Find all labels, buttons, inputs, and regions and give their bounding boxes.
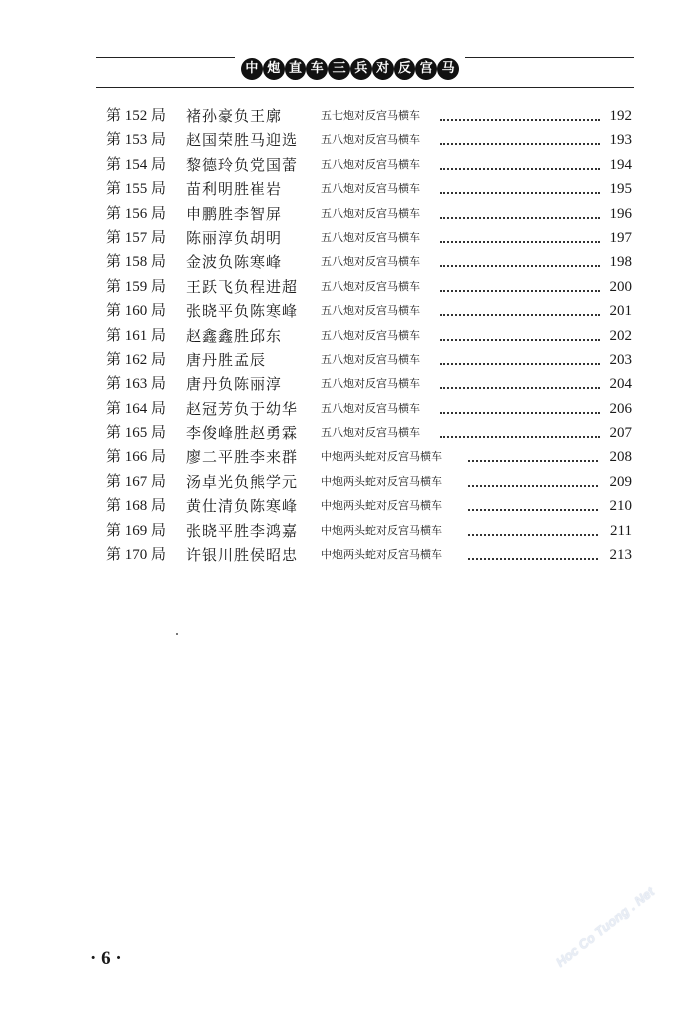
game-number: 第 163 局 bbox=[106, 376, 167, 393]
game-number: 第 169 局 bbox=[106, 522, 167, 539]
opening-name: 五八炮对反宫马横车 bbox=[321, 328, 420, 342]
dot-leader bbox=[440, 436, 600, 438]
game-number: 第 165 局 bbox=[106, 425, 167, 442]
header-title-char: 车 bbox=[306, 58, 328, 80]
toc-entry bbox=[0, 494, 700, 518]
toc-entry bbox=[0, 397, 700, 421]
toc-entry bbox=[0, 324, 700, 348]
dot-leader bbox=[440, 143, 600, 145]
toc-entry bbox=[0, 202, 700, 226]
opening-name: 五八炮对反宫马横车 bbox=[321, 304, 420, 318]
opening-name: 五八炮对反宫马横车 bbox=[321, 377, 420, 391]
opening-name: 中炮两头蛇对反宫马横车 bbox=[321, 499, 442, 513]
players-result: 李俊峰胜赵勇霖 bbox=[186, 424, 299, 443]
dot-leader bbox=[440, 119, 600, 121]
game-number: 第 166 局 bbox=[106, 449, 167, 466]
opening-name: 五七炮对反宫马横车 bbox=[321, 109, 420, 122]
dot-leader bbox=[440, 412, 600, 414]
page-number: 200 bbox=[609, 278, 632, 295]
opening-name: 五八炮对反宫马横车 bbox=[321, 157, 420, 171]
dot-leader bbox=[440, 314, 600, 316]
game-number: 第 164 局 bbox=[106, 400, 167, 417]
game-number: 第 170 局 bbox=[106, 547, 167, 564]
page-number: 213 bbox=[609, 547, 632, 564]
players-result: 廖二平胜李来群 bbox=[186, 448, 299, 467]
opening-name: 五八炮对反宫马横车 bbox=[321, 279, 420, 293]
header-title-char: 马 bbox=[437, 58, 459, 80]
toc-entry bbox=[0, 226, 700, 250]
header-title-char: 三 bbox=[328, 58, 350, 80]
header-title-char: 中 bbox=[241, 58, 263, 80]
dot-leader bbox=[440, 192, 600, 194]
running-header-title bbox=[235, 52, 465, 86]
toc-entry bbox=[0, 543, 700, 567]
opening-name: 五八炮对反宫马横车 bbox=[321, 206, 420, 220]
page-number: 192 bbox=[609, 108, 632, 124]
opening-name: 五八炮对反宫马横车 bbox=[321, 352, 420, 366]
page-number: 194 bbox=[609, 156, 632, 173]
game-number: 第 153 局 bbox=[106, 132, 167, 149]
dot-leader bbox=[440, 168, 600, 170]
opening-name: 五八炮对反宫马横车 bbox=[321, 426, 420, 440]
header-title-char: 反 bbox=[394, 58, 416, 80]
page-number: 203 bbox=[609, 351, 632, 368]
game-number: 第 162 局 bbox=[106, 351, 167, 368]
opening-name: 中炮两头蛇对反宫马横车 bbox=[321, 474, 442, 488]
opening-name: 五八炮对反宫马横车 bbox=[321, 230, 420, 244]
players-result: 赵国荣胜马迎选 bbox=[186, 131, 299, 150]
dot-leader bbox=[440, 265, 600, 267]
toc-entry bbox=[0, 153, 700, 177]
players-result: 唐丹胜孟辰 bbox=[186, 350, 267, 369]
site-watermark: Hoc Co Tuong . Net bbox=[553, 883, 658, 970]
header-title-char: 对 bbox=[372, 58, 394, 80]
opening-name: 中炮两头蛇对反宫马横车 bbox=[321, 548, 442, 562]
header-rule-bottom bbox=[96, 87, 634, 88]
header-title-char: 宫 bbox=[415, 58, 437, 80]
dot-leader bbox=[440, 387, 600, 389]
page-folio: · 6 · bbox=[90, 948, 122, 969]
toc-entry bbox=[0, 104, 700, 128]
page-number: 202 bbox=[609, 327, 632, 344]
game-number: 第 161 局 bbox=[106, 327, 167, 344]
dot-leader bbox=[468, 485, 598, 487]
header-title-char: 炮 bbox=[263, 58, 285, 80]
toc-entry bbox=[0, 519, 700, 543]
opening-name: 五八炮对反宫马横车 bbox=[321, 255, 420, 269]
game-number: 第 160 局 bbox=[106, 303, 167, 320]
header-title-char: 直 bbox=[285, 58, 307, 80]
players-result: 陈丽淳负胡明 bbox=[186, 228, 283, 247]
page-number: 195 bbox=[609, 181, 632, 198]
game-number: 第 159 局 bbox=[106, 278, 167, 295]
dot-leader bbox=[468, 460, 598, 462]
page-number: 210 bbox=[609, 498, 632, 515]
dot-leader bbox=[468, 558, 598, 560]
players-result: 赵鑫鑫胜邱东 bbox=[186, 326, 283, 345]
dot-leader bbox=[440, 339, 600, 341]
page-number: 204 bbox=[609, 376, 632, 393]
dot-leader bbox=[468, 509, 598, 511]
page-number: 201 bbox=[609, 303, 632, 320]
toc-entry bbox=[0, 445, 700, 469]
players-result: 黄仕清负陈寒峰 bbox=[186, 497, 299, 516]
game-number: 第 152 局 bbox=[106, 108, 167, 124]
page-number: 198 bbox=[609, 254, 632, 271]
game-number: 第 158 局 bbox=[106, 254, 167, 271]
dot-leader bbox=[440, 217, 600, 219]
opening-name: 五八炮对反宫马横车 bbox=[321, 182, 420, 196]
toc-entry bbox=[0, 348, 700, 372]
page-number: 211 bbox=[610, 522, 632, 539]
print-speck bbox=[176, 633, 178, 635]
toc-entry bbox=[0, 177, 700, 201]
page-number: 196 bbox=[609, 205, 632, 222]
game-number: 第 156 局 bbox=[106, 205, 167, 222]
players-result: 张晓平负陈寒峰 bbox=[186, 302, 299, 321]
toc-entry bbox=[0, 275, 700, 299]
game-number: 第 168 局 bbox=[106, 498, 167, 515]
players-result: 汤卓光负熊学元 bbox=[186, 472, 299, 491]
page-number: 193 bbox=[609, 132, 632, 149]
page-number: 207 bbox=[609, 425, 632, 442]
table-of-contents bbox=[0, 104, 700, 567]
toc-entry bbox=[0, 128, 700, 152]
opening-name: 五八炮对反宫马横车 bbox=[321, 133, 420, 147]
game-number: 第 155 局 bbox=[106, 181, 167, 198]
players-result: 苗利明胜崔岩 bbox=[186, 180, 283, 199]
players-result: 褚孙豪负王廓 bbox=[186, 107, 283, 125]
page-number: 197 bbox=[609, 229, 632, 246]
players-result: 赵冠芳负于幼华 bbox=[186, 399, 299, 418]
dot-leader bbox=[440, 241, 600, 243]
opening-name: 中炮两头蛇对反宫马横车 bbox=[321, 523, 442, 537]
toc-entry bbox=[0, 372, 700, 396]
players-result: 金波负陈寒峰 bbox=[186, 253, 283, 272]
page-number: 208 bbox=[609, 449, 632, 466]
game-number: 第 167 局 bbox=[106, 473, 167, 490]
players-result: 申鹏胜李智屏 bbox=[186, 204, 283, 223]
toc-entry bbox=[0, 299, 700, 323]
dot-leader bbox=[440, 363, 600, 365]
players-result: 张晓平胜李鸿嘉 bbox=[186, 521, 299, 540]
players-result: 许银川胜侯昭忠 bbox=[186, 546, 299, 565]
dot-leader bbox=[440, 290, 600, 292]
game-number: 第 157 局 bbox=[106, 229, 167, 246]
page-number: 209 bbox=[609, 473, 632, 490]
toc-entry bbox=[0, 421, 700, 445]
toc-entry bbox=[0, 470, 700, 494]
dot-leader bbox=[468, 534, 598, 536]
toc-entry bbox=[0, 250, 700, 274]
players-result: 唐丹负陈丽淳 bbox=[186, 375, 283, 394]
players-result: 王跃飞负程进超 bbox=[186, 277, 299, 296]
page-number: 206 bbox=[609, 400, 632, 417]
game-number: 第 154 局 bbox=[106, 156, 167, 173]
opening-name: 五八炮对反宫马横车 bbox=[321, 401, 420, 415]
opening-name: 中炮两头蛇对反宫马横车 bbox=[321, 450, 442, 464]
players-result: 黎德玲负党国蕾 bbox=[186, 155, 299, 174]
header-title-char: 兵 bbox=[350, 58, 372, 80]
